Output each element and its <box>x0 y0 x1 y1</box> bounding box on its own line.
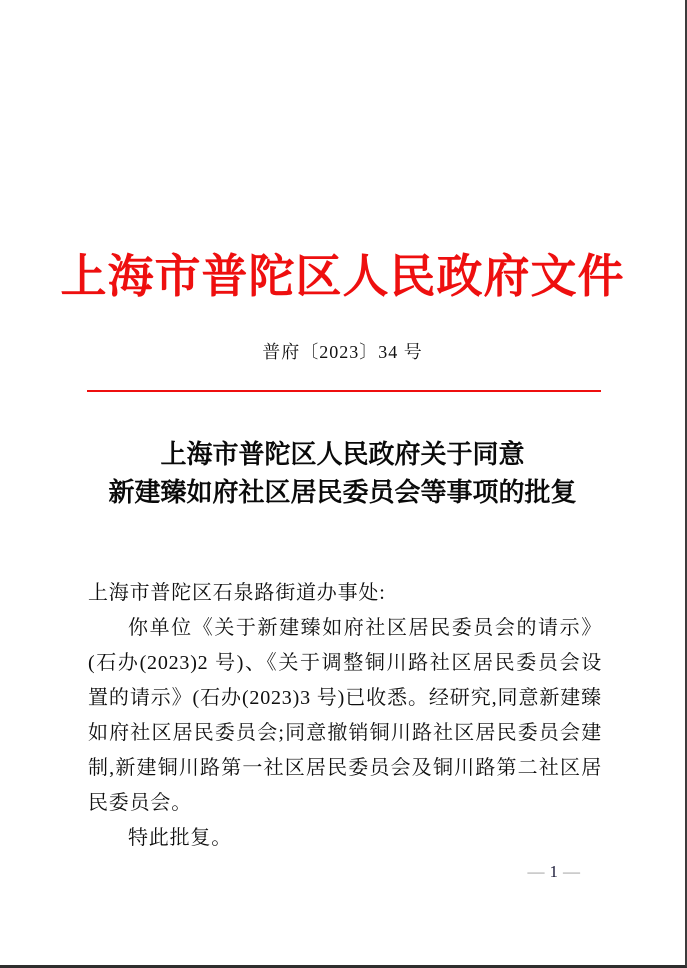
page-number-dash-left: — <box>527 862 545 881</box>
document-title-line-2: 新建臻如府社区居民委员会等事项的批复 <box>108 478 577 507</box>
doc-number: 普府〔2023〕34 号 <box>262 342 423 362</box>
page-number-dash-right: — <box>563 862 580 881</box>
salutation: 上海市普陀区石泉路街道办事处: <box>88 582 386 604</box>
body-paragraph: 你单位《关于新建臻如府社区居民委员会的请示》(石办(2023)2 号)、《关于调整铜川路社区居民委员会设置的请示》(石办(2023)3 号)已收悉。经研究,同意新建臻如府社区居民委员会;同意撤销铜川路社区居民委员会建制,新建铜川路第一社区居民委员会及铜川路第二社区居民委员会。 <box>88 617 602 814</box>
page-number-value: 1 <box>549 862 558 881</box>
document-title <box>0 436 685 512</box>
red-divider <box>87 390 601 392</box>
page-number <box>523 862 586 882</box>
document-body <box>88 576 602 856</box>
closing-line: 特此批复。 <box>128 827 232 849</box>
letterhead-title: 上海市普陀区人民政府文件 <box>60 251 625 302</box>
document-title-line-1: 上海市普陀区人民政府关于同意 <box>160 440 525 469</box>
